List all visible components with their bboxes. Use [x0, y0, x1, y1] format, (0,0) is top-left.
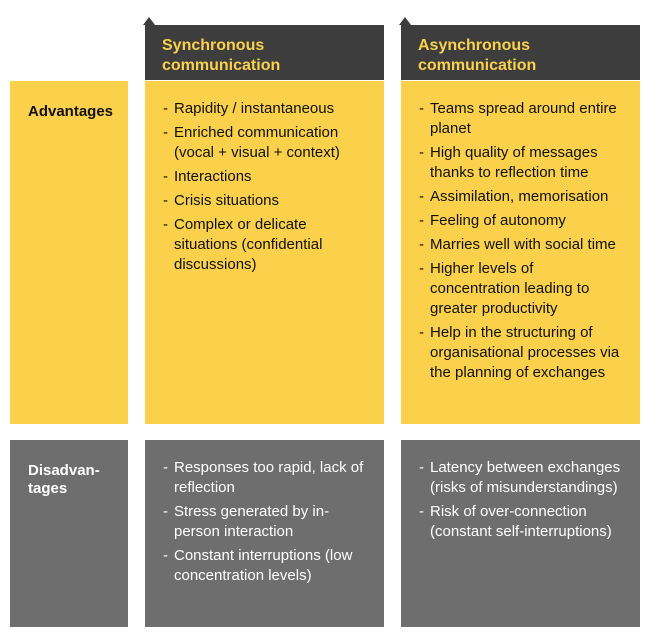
list-item: - Complex or delicate situations (confidential discussions)	[163, 215, 368, 275]
disadvantages-label-line1: Disadvan-	[28, 462, 100, 479]
list-item: - Marries well with social time	[419, 235, 624, 255]
list-item: - Stress generated by in-person interaction	[163, 502, 368, 542]
async-column-header	[401, 25, 640, 80]
sync-column-header	[145, 25, 384, 80]
async-title-line1: Asynchronous	[418, 37, 531, 54]
list-item: - Risk of over-connection (constant self-interruptions)	[419, 502, 624, 542]
disadvantages-label-line2: tages	[28, 480, 68, 497]
disadvantages-row-label	[10, 440, 128, 627]
async-title-line2: communication	[418, 57, 537, 74]
sync-disadvantages-list	[145, 440, 384, 586]
sync-title-line2: communication	[162, 57, 281, 74]
sync-title-line1: Synchronous	[162, 37, 265, 54]
list-item: - Teams spread around entire planet	[419, 99, 624, 139]
sync-advantages-list	[145, 81, 384, 275]
async-advantages-cell	[401, 81, 640, 424]
list-item: - Enriched communication (vocal + visual + context)	[163, 123, 368, 163]
advantages-row-label	[10, 81, 128, 424]
sync-header-tab	[143, 17, 155, 25]
list-item: - Crisis situations	[163, 191, 368, 211]
list-item: - Feeling of autonomy	[419, 211, 624, 231]
advantages-label: Advantages	[28, 103, 114, 120]
async-advantages-list	[401, 81, 640, 383]
list-item: - Constant interruptions (low concentration levels)	[163, 546, 368, 586]
list-item: - Higher levels of concentration leading to greater productivity	[419, 259, 624, 319]
list-item: - Interactions	[163, 167, 368, 187]
list-item: - Help in the structuring of organisational processes via the planning of exchanges	[419, 323, 624, 383]
list-item: - Assimilation, memorisation	[419, 187, 624, 207]
async-disadvantages-list	[401, 440, 640, 542]
list-item: - Latency between exchanges (risks of misunderstandings)	[419, 458, 624, 498]
sync-disadvantages-cell	[145, 440, 384, 627]
async-disadvantages-cell	[401, 440, 640, 627]
list-item: - Rapidity / instantaneous	[163, 99, 368, 119]
list-item: - High quality of messages thanks to reflection time	[419, 143, 624, 183]
async-header-tab	[399, 17, 411, 25]
list-item: - Responses too rapid, lack of reflection	[163, 458, 368, 498]
sync-advantages-cell	[145, 81, 384, 424]
